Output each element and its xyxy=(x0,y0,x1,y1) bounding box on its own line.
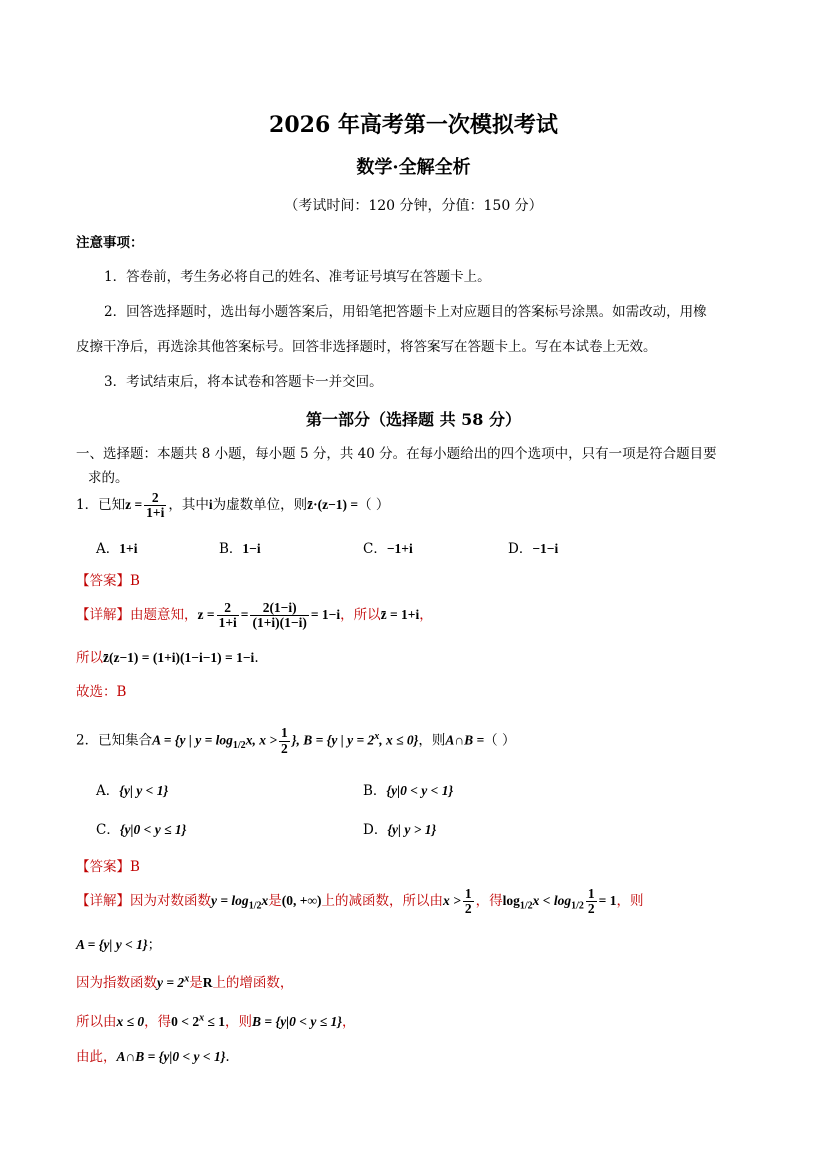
q2-detail-half2 xyxy=(586,887,597,916)
q2-set-a: A = {y | y = log xyxy=(152,732,233,748)
q1-stem xyxy=(76,490,389,520)
q2-half-den: 2 xyxy=(281,740,288,756)
q1-option-a-text: 1+i xyxy=(119,541,138,556)
notice-item-1: 1．答卷前，考生务必将自己的姓名、准考证号填写在答题卡上。 xyxy=(104,269,491,285)
q2-detail-l4-end: ， xyxy=(341,1014,356,1030)
q2-option-a-label: A． xyxy=(96,783,120,799)
q2-detail-log1-base: 1/2 xyxy=(519,900,533,912)
q1-detail-frac1-den: 1+i xyxy=(218,615,237,630)
q2-detail-half-den: 2 xyxy=(464,901,472,916)
q2-answer xyxy=(76,855,140,875)
q2-option-d[interactable] xyxy=(363,818,436,838)
q2-half-fraction xyxy=(279,726,290,755)
q1-detail-z: z = xyxy=(197,607,215,622)
q2-detail-ineq: x < log xyxy=(532,893,572,908)
q2-option-b-text: {y|0 < y < 1} xyxy=(386,783,454,798)
q2-option-a[interactable] xyxy=(96,779,168,799)
q2-expression: A∩B = xyxy=(445,732,485,748)
q1-answer xyxy=(76,569,140,589)
q1-option-c-label: C． xyxy=(363,541,387,557)
q2-detail-log-x: x xyxy=(261,893,269,908)
q2-detail-set-a: A = {y| y < 1} xyxy=(76,937,148,952)
q2-detail-interval: (0, +∞) xyxy=(281,893,322,908)
q2-detail-l4-ze: ，则 xyxy=(225,1014,253,1030)
q1-answer-tag: 【答案】 xyxy=(76,573,130,589)
q2-option-a-text: {y| y < 1} xyxy=(119,783,169,798)
q2-detail-line4 xyxy=(76,1010,355,1030)
q2-option-d-label: D． xyxy=(363,822,388,838)
section-title: 第一部分（选择题 共 58 分） xyxy=(306,410,521,429)
q2-half-num: 1 xyxy=(281,725,288,741)
q2-set-b: }, B = {y | y = 2 xyxy=(291,732,375,748)
notice-heading: 注意事项： xyxy=(76,235,144,251)
q2-option-c[interactable] xyxy=(96,818,186,838)
q1-option-a[interactable] xyxy=(96,537,137,557)
q2-detail-l4-ineq2: ≤ 1 xyxy=(204,1014,226,1029)
q2-set-b-exp: x xyxy=(374,731,380,742)
q1-detail-text1: 由题意知， xyxy=(130,607,198,623)
q2-detail-line1 xyxy=(76,886,643,922)
section-intro-b: 求的。 xyxy=(88,470,129,486)
q2-option-d-text: {y| y > 1} xyxy=(387,822,437,837)
q1-detail-line2-prefix: 所以 xyxy=(76,650,103,666)
q2-detail-log-base: 1/2 xyxy=(248,900,262,912)
q2-answer-tag: 【答案】 xyxy=(76,859,130,875)
q2-detail-l4-cond: x ≤ 0 xyxy=(116,1014,145,1029)
q1-choice: 故选：B xyxy=(76,684,127,700)
q1-option-c[interactable] xyxy=(363,537,413,557)
q2-log-base: 1/2 xyxy=(232,740,246,752)
q2-detail-l4-a: 所以由 xyxy=(76,1014,117,1030)
page-title: 2026 年高考第一次模拟考试 xyxy=(269,112,558,138)
q2-detail-de: ，得 xyxy=(475,893,503,909)
q2-prefix: 2．已知集合 xyxy=(76,732,153,749)
q2-detail-half2-num: 1 xyxy=(587,885,595,901)
q2-option-b-label: B． xyxy=(363,783,387,799)
q1-detail-line2-math: z̄(z−1) = (1+i)(1−i−1) = 1−i xyxy=(103,650,255,665)
q1-detail-eq: = xyxy=(240,607,249,622)
page-subtitle: 数学·全解全析 xyxy=(356,157,471,178)
q2-detail-tag: 【详解】 xyxy=(76,893,130,909)
q2-set-a-cond: x, x > xyxy=(245,732,278,748)
q1-mid2: 为虚数单位，则 xyxy=(212,497,308,513)
q2-option-b[interactable] xyxy=(363,779,453,799)
q2-option-c-text: {y|0 < y ≤ 1} xyxy=(119,822,187,837)
q2-detail-l5-a: 由此， xyxy=(76,1049,117,1065)
q1-detail-result: = 1−i xyxy=(310,607,341,622)
q2-detail-exp-shi: 是 xyxy=(189,975,203,991)
q1-z-eq: z = xyxy=(125,497,143,512)
notice-item-3: 3．考试结束后，将本试卷和答题卡一并交回。 xyxy=(104,374,383,390)
q1-paren: （ ） xyxy=(358,497,390,513)
q1-option-d-label: D． xyxy=(508,541,533,557)
q2-detail-log1: log xyxy=(502,893,520,908)
q1-answer-value: B xyxy=(130,573,140,589)
q1-detail-frac1 xyxy=(217,601,239,630)
q2-stem xyxy=(76,722,515,761)
q2-answer-value: B xyxy=(130,859,140,875)
q1-detail-frac2-num: 2(1−i) xyxy=(250,601,308,616)
q2-detail-exp-func: y = 2 xyxy=(157,975,185,990)
q1-imag-unit: i xyxy=(208,497,213,512)
q2-detail-log-func: y = log xyxy=(211,893,249,908)
q2-ask: ，则 xyxy=(418,732,446,749)
q1-detail-line2-end: . xyxy=(254,650,259,666)
q1-detail-end: ， xyxy=(419,607,433,623)
q2-detail-l4-de: ，得 xyxy=(144,1014,172,1030)
q2-detail-text1: 因为对数函数 xyxy=(130,893,211,909)
q1-fraction xyxy=(144,491,166,520)
q1-frac-num: 2 xyxy=(144,491,166,506)
q2-detail-half-num: 1 xyxy=(464,885,472,901)
q2-detail-exp-end: 上的增函数， xyxy=(212,975,294,991)
q2-detail-log2-base: 1/2 xyxy=(571,900,584,912)
q1-detail-frac1-num: 2 xyxy=(217,601,239,616)
q1-option-c-text: −1+i xyxy=(386,541,413,556)
q2-detail-ze: ，则 xyxy=(616,893,644,909)
q2-detail-line2-end: ； xyxy=(147,937,162,953)
q1-detail-frac2 xyxy=(250,601,308,630)
q2-detail-line3 xyxy=(76,971,293,991)
notice-item-2a: 2．回答选择题时，选出每小题答案后，用铅笔把答题卡上对应题目的答案标号涂黑。如需改动，用橡 xyxy=(104,304,707,320)
q1-option-d[interactable] xyxy=(508,537,558,557)
q2-detail-exp-text: 因为指数函数 xyxy=(76,975,157,991)
notice-item-2b: 皮擦干净后，再选涂其他答案标号。回答非选择题时，将答案写在答题卡上。写在本试卷上无效。 xyxy=(76,339,657,355)
q2-detail-l5-result: A∩B = {y|0 < y < 1} xyxy=(116,1049,226,1064)
q2-detail-text2: 上的减函数，所以由 xyxy=(321,893,444,909)
q2-set-b-cond: , x ≤ 0} xyxy=(379,732,419,748)
q1-prefix: 1．已知 xyxy=(76,497,126,513)
q1-detail-zbar: z̄ = 1+i xyxy=(380,607,420,622)
q1-option-b-label: B． xyxy=(219,541,243,557)
q1-detail-line2 xyxy=(76,646,259,666)
q2-detail-half xyxy=(463,887,474,916)
q2-detail-exp-sup: x xyxy=(184,973,190,985)
q2-option-c-label: C． xyxy=(96,822,120,838)
section-intro-a: 一、选择题：本题共 8 小题，每小题 5 分，共 40 分。在每小题给出的四个选项中，只有一项是符合题目要 xyxy=(76,446,717,462)
q2-detail-shi: 是 xyxy=(268,893,282,909)
q1-frac-den: 1+i xyxy=(146,505,165,520)
q2-detail-line2 xyxy=(76,933,161,953)
q2-detail-l4-setb: B = {y|0 < y ≤ 1} xyxy=(252,1014,342,1029)
q1-detail-frac2-den: (1+i)(1−i) xyxy=(252,615,307,630)
q1-option-b[interactable] xyxy=(219,537,261,557)
q2-paren: （ ） xyxy=(484,732,516,749)
q1-mid: ，其中 xyxy=(168,497,209,513)
q1-option-b-text: 1−i xyxy=(242,541,261,556)
q2-detail-exp-r: R xyxy=(202,975,213,990)
q1-option-a-label: A． xyxy=(96,541,120,557)
q2-detail-l4-ineq: 0 < 2 xyxy=(171,1014,200,1029)
q1-detail-line1 xyxy=(76,600,433,630)
q2-detail-x-gt: x > xyxy=(443,893,461,908)
q2-detail-l5-end: . xyxy=(225,1049,230,1065)
q1-detail-text2: ，所以 xyxy=(340,607,381,623)
q2-detail-half2-den: 2 xyxy=(587,901,595,916)
q1-detail-tag: 【详解】 xyxy=(76,607,130,623)
q1-option-d-text: −1−i xyxy=(532,541,559,556)
q2-detail-eq1: = 1 xyxy=(598,893,617,908)
q2-detail-line5 xyxy=(76,1045,230,1065)
q2-detail-l4-sup: x xyxy=(199,1012,205,1024)
exam-meta: （考试时间：120 分钟，分值：150 分） xyxy=(284,198,543,214)
q1-expression: z̄·(z−1) = xyxy=(307,497,359,512)
